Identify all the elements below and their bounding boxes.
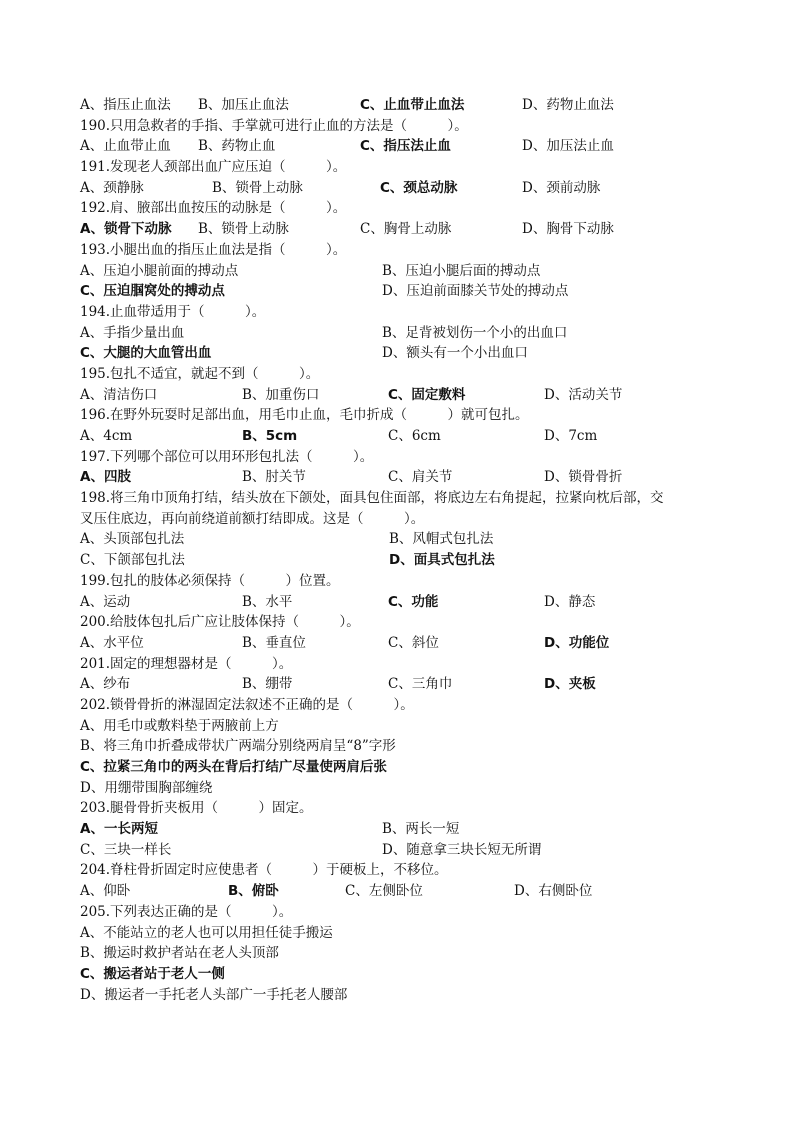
answer-option: D、加压法止血 — [522, 138, 614, 155]
answer-option: A、纱布 — [80, 676, 131, 693]
answer-option: C、胸骨上动脉 — [360, 221, 452, 238]
answer-option: C、肩关节 — [388, 469, 453, 486]
answer-option: B、肘关节 — [242, 469, 306, 486]
options-row — [80, 674, 720, 695]
options-row — [80, 343, 720, 364]
answer-option: C、搬运者站于老人一侧 — [80, 965, 225, 982]
options-row — [80, 819, 720, 840]
correct-answer-option: C、固定敷料 — [388, 386, 466, 403]
answer-option: D、用绷带围胸部缠绕 — [80, 779, 213, 796]
answer-option: A、4cm — [80, 428, 133, 444]
answer-option: A、不能站立的老人也可以用担任徒手搬运 — [80, 924, 333, 941]
options-row — [80, 178, 720, 199]
options-row — [80, 529, 720, 550]
answer-option: D、7cm — [544, 428, 598, 444]
answer-option: C、三块一样长 — [80, 841, 172, 858]
answer-option: C、拉紧三角巾的两头在背后打结广尽量使两肩后张 — [80, 759, 387, 775]
correct-answer-option: A、四肢 — [80, 469, 131, 486]
question-text: 197.下列哪个部位可以用环形包扎法（ ）。 — [80, 448, 374, 465]
correct-answer-option: D、面具式包扎法 — [389, 552, 495, 569]
question-text: 193.小腿出血的指压止血法是指（ ）。 — [80, 241, 347, 258]
answer-option: C、斜位 — [388, 634, 439, 651]
answer-option: C、左侧卧位 — [345, 883, 423, 900]
question-text: 198.将三角巾顶角打结，结头放在下颌处，面具包住面部，将底边左右角提起，拉紧向枕后部，交 — [80, 490, 664, 507]
answer-option: B、搬运时救护者站在老人头顶部 — [80, 945, 279, 962]
correct-answer-option: C、颈总动脉 — [380, 179, 458, 196]
question-text: 199.包扎的肢体必须保持（ ）位置。 — [80, 572, 340, 589]
question-text: 194.止血带适用于（ ）。 — [80, 303, 266, 320]
question-text: 192.肩、腋部出血按压的动脉是（ ）。 — [80, 200, 347, 217]
options-row — [80, 281, 720, 302]
answer-option: D、颈前动脉 — [522, 179, 601, 196]
answer-option: A、手指少量出血 — [80, 324, 185, 341]
options-row — [80, 426, 720, 447]
correct-answer-option: D、夹板 — [544, 676, 596, 693]
answer-option: D、随意拿三块长短无所谓 — [382, 841, 542, 858]
correct-answer-option: B、俯卧 — [228, 883, 279, 900]
answer-option: D、搬运者一手托老人头部广一手托老人腰部 — [80, 986, 348, 1003]
answer-option: D、锁骨骨折 — [544, 469, 623, 486]
correct-answer-option: A、一长两短 — [80, 821, 158, 838]
question-text: 201.固定的理想器材是（ ）。 — [80, 655, 293, 672]
options-row — [80, 261, 720, 282]
options-row — [80, 385, 720, 406]
options-row — [80, 840, 720, 861]
answer-option: B、加压止血法 — [198, 97, 289, 113]
answer-option: B、水平 — [242, 593, 293, 610]
correct-answer-option: A、锁骨下动脉 — [80, 221, 172, 238]
answer-option: D、药物止血法 — [522, 97, 614, 113]
options-row — [80, 136, 720, 157]
answer-option: B、锁骨上动脉 — [212, 179, 303, 196]
answer-option: B、垂直位 — [242, 634, 306, 651]
question-text: 203.腿骨骨折夹板用（ ）固定。 — [80, 800, 313, 817]
answer-option: C、三角巾 — [388, 676, 453, 693]
options-row — [80, 95, 720, 116]
question-text: 202.锁骨骨折的淋湿固定法叙述不正确的是（ ）。 — [80, 696, 414, 713]
question-text: 叉压住底边，再向前绕道前额打结即成。这是（ ）。 — [80, 510, 425, 527]
answer-option: A、颈静脉 — [80, 179, 144, 196]
question-text: 204.脊柱骨折固定时应使患者（ ）于硬板上，不移位。 — [80, 862, 448, 879]
answer-option: B、锁骨上动脉 — [198, 221, 289, 238]
answer-option: B、将三角巾折叠成带状广两端分别绕两肩呈“8”字形 — [80, 738, 396, 755]
question-text: 195.包扎不适宜，就起不到（ ）。 — [80, 365, 320, 382]
correct-answer-option: D、功能位 — [544, 634, 610, 651]
options-row — [80, 592, 720, 613]
correct-answer-option: C、功能 — [388, 593, 439, 610]
answer-option: B、加重伤口 — [242, 386, 320, 403]
question-text: 196.在野外玩耍时足部出血，用毛巾止血，毛巾折成（ ）就可包扎。 — [80, 407, 529, 424]
answer-option: D、右侧卧位 — [514, 883, 593, 900]
answer-option: A、水平位 — [80, 634, 144, 651]
answer-option: D、活动关节 — [544, 386, 623, 403]
options-row — [80, 550, 720, 571]
answer-option: B、风帽式包扎法 — [389, 531, 494, 548]
answer-option: A、压迫小腿前面的搏动点 — [80, 262, 239, 279]
options-row — [80, 323, 720, 344]
answer-option: B、足背被划伤一个小的出血口 — [382, 324, 568, 341]
answer-option: D、压迫前面膝关节处的搏动点 — [382, 283, 569, 300]
options-row — [80, 219, 720, 240]
answer-option: C、6cm — [388, 428, 441, 444]
correct-answer-option: C、压迫腘窝处的搏动点 — [80, 283, 225, 300]
question-text: 191.发现老人颈部出血广应压迫（ ）。 — [80, 159, 347, 176]
answer-option: D、额头有一个小出血口 — [382, 345, 528, 362]
question-text: 205.下列表达正确的是（ ）。 — [80, 903, 293, 920]
answer-option: A、运动 — [80, 593, 131, 610]
question-text: 190.只用急救者的手指、手掌就可进行止血的方法是（ ）。 — [80, 117, 468, 134]
answer-option: D、胸骨下动脉 — [522, 221, 614, 238]
answer-option: A、用毛巾或敷料垫于两腋前上方 — [80, 717, 279, 734]
options-row — [80, 633, 720, 654]
answer-option: A、头顶部包扎法 — [80, 531, 185, 548]
answer-option: A、止血带止血 — [80, 138, 171, 155]
answer-option: A、指压止血法 — [80, 97, 171, 113]
answer-option: D、静态 — [544, 593, 596, 610]
answer-option: A、清洁伤口 — [80, 386, 158, 403]
options-row — [80, 881, 720, 902]
correct-answer-option: B、5cm — [242, 428, 298, 444]
answer-option: A、仰卧 — [80, 883, 131, 900]
correct-answer-option: C、指压法止血 — [360, 138, 451, 155]
answer-option: B、压迫小腿后面的搏动点 — [382, 262, 541, 279]
answer-option: B、两长一短 — [382, 821, 460, 838]
correct-answer-option: C、止血带止血法 — [360, 97, 465, 113]
options-row — [80, 467, 720, 488]
question-page — [80, 95, 720, 1005]
answer-option: B、药物止血 — [198, 138, 276, 155]
answer-option: B、绷带 — [242, 676, 293, 693]
correct-answer-option: C、大腿的大血管出血 — [80, 345, 212, 362]
answer-option: C、下颌部包扎法 — [80, 552, 185, 569]
question-text: 200.给肢体包扎后广应让肢体保持（ ）。 — [80, 614, 360, 631]
